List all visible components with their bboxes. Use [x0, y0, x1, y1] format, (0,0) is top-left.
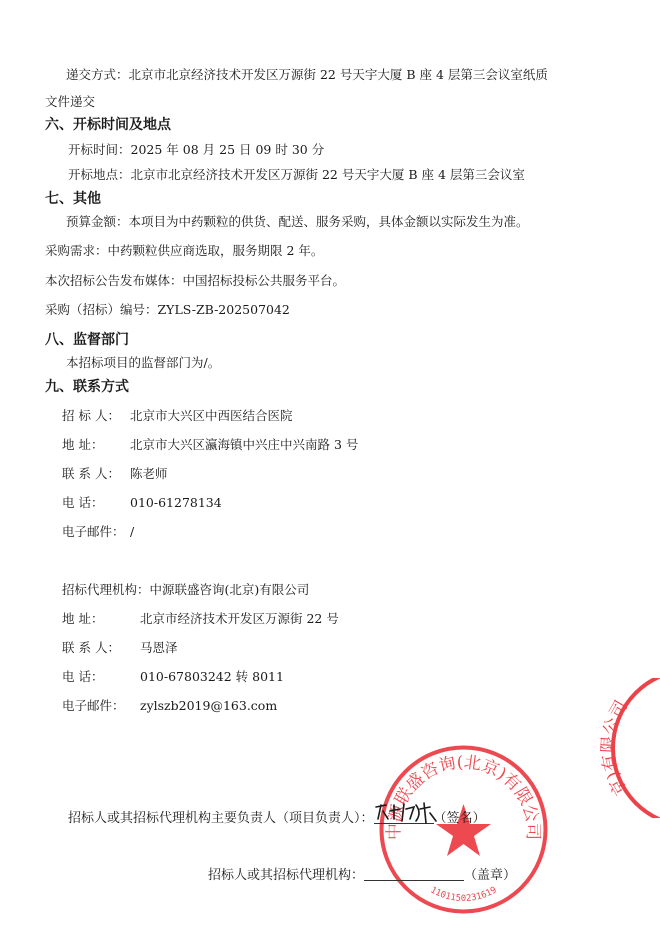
agency-phone-label: 电 话： — [62, 669, 104, 684]
submit-method-line2: 文件递交 — [45, 94, 96, 109]
agency-address-row — [62, 611, 339, 627]
tenderer-contact: 陈老师 — [130, 466, 168, 481]
partial-seal-icon — [596, 678, 660, 818]
handwritten-signature-icon — [370, 799, 442, 827]
agency-contact-row — [62, 640, 178, 656]
agency-name-row — [62, 582, 309, 598]
seal-blank — [364, 866, 464, 881]
tenderer-phone-label: 电 话： — [62, 495, 104, 510]
tenderer-email: / — [130, 524, 135, 539]
seal-arc-text: 中源联盛咨询(北京)有限公司 — [384, 752, 543, 841]
tenderer-address-label: 地 址： — [62, 437, 104, 452]
signature-line1-suffix: （签名） — [433, 811, 486, 826]
tenderer-address-row — [62, 437, 358, 453]
company-seal-icon — [376, 742, 551, 917]
tender-number: 采购（招标）编号：ZYLS-ZB-202507042 — [45, 302, 290, 317]
tenderer-email-row — [62, 524, 134, 540]
publish-media: 本次招标公告发布媒体：中国招标投标公共服务平台。 — [45, 273, 346, 288]
agency-phone: 010-67803242 转 8011 — [140, 669, 284, 684]
bid-opening-time: 开标时间：2025 年 08 月 25 日 09 时 30 分 — [68, 142, 325, 157]
agency-address: 北京市经济技术开发区万源街 22 号 — [140, 611, 339, 626]
svg-text:京)有限公司 — [598, 697, 631, 798]
agency-email-label: 电子邮件： — [62, 698, 125, 713]
section-heading-other: 七、其他 — [45, 191, 101, 207]
tenderer-phone: 010-61278134 — [130, 495, 222, 510]
submit-method-line1: 递交方式：北京市北京经济技术开发区万源街 22 号天宇大厦 B 座 4 层第三会议室纸质 — [66, 67, 548, 82]
section-heading-contact: 九、联系方式 — [45, 379, 129, 395]
section-heading-bid-opening: 六、开标时间及地点 — [45, 117, 171, 133]
tenderer-contact-label: 联 系 人： — [62, 466, 120, 481]
section-heading-supervision: 八、监督部门 — [45, 332, 129, 348]
tenderer-address: 北京市大兴区瀛海镇中兴庄中兴南路 3 号 — [130, 437, 359, 452]
tenderer-name: 北京市大兴区中西医结合医院 — [130, 408, 293, 423]
signature-line1-prefix: 招标人或其招标代理机构主要负责人（项目负责人）： — [68, 811, 374, 826]
supervision-text: 本招标项目的监督部门为/。 — [66, 355, 221, 370]
signature-blank — [374, 809, 434, 824]
agency-address-label: 地 址： — [62, 611, 104, 626]
budget-amount: 预算金额：本项目为中药颗粒的供货、配送、服务采购，具体金额以实际发生为准。 — [66, 214, 529, 229]
tenderer-contact-row — [62, 466, 168, 482]
bid-opening-place: 开标地点：北京市北京经济技术开发区万源街 22 号天宇大厦 B 座 4 层第三会议室 — [68, 167, 525, 182]
seal-code-text: 1101150231619 — [428, 885, 499, 904]
responsible-person-signature-row — [68, 809, 486, 828]
agency-contact-label: 联 系 人： — [62, 640, 120, 655]
partial-seal-text: 京)有限公司 — [598, 697, 632, 799]
agency-email: zylszb2019@163.com — [140, 698, 278, 713]
agency-name: 中源联盛咨询(北京)有限公司 — [149, 582, 310, 597]
tenderer-name-row — [62, 408, 293, 424]
organization-seal-row — [208, 866, 516, 885]
agency-email-row — [62, 698, 277, 714]
signature-line2-suffix: （盖章） — [464, 868, 517, 883]
tenderer-phone-row — [62, 495, 222, 511]
tenderer-name-label: 招 标 人： — [62, 408, 120, 423]
tenderer-email-label: 电子邮件： — [62, 524, 125, 539]
svg-text:1101150231619 — [428, 885, 498, 904]
agency-contact: 马恩泽 — [140, 640, 178, 655]
signature-line2-prefix: 招标人或其招标代理机构： — [208, 868, 365, 883]
agency-phone-row — [62, 669, 284, 685]
agency-name-label: 招标代理机构： — [62, 582, 150, 597]
procurement-demand: 采购需求：中药颗粒供应商选取，服务期限 2 年。 — [45, 243, 324, 258]
